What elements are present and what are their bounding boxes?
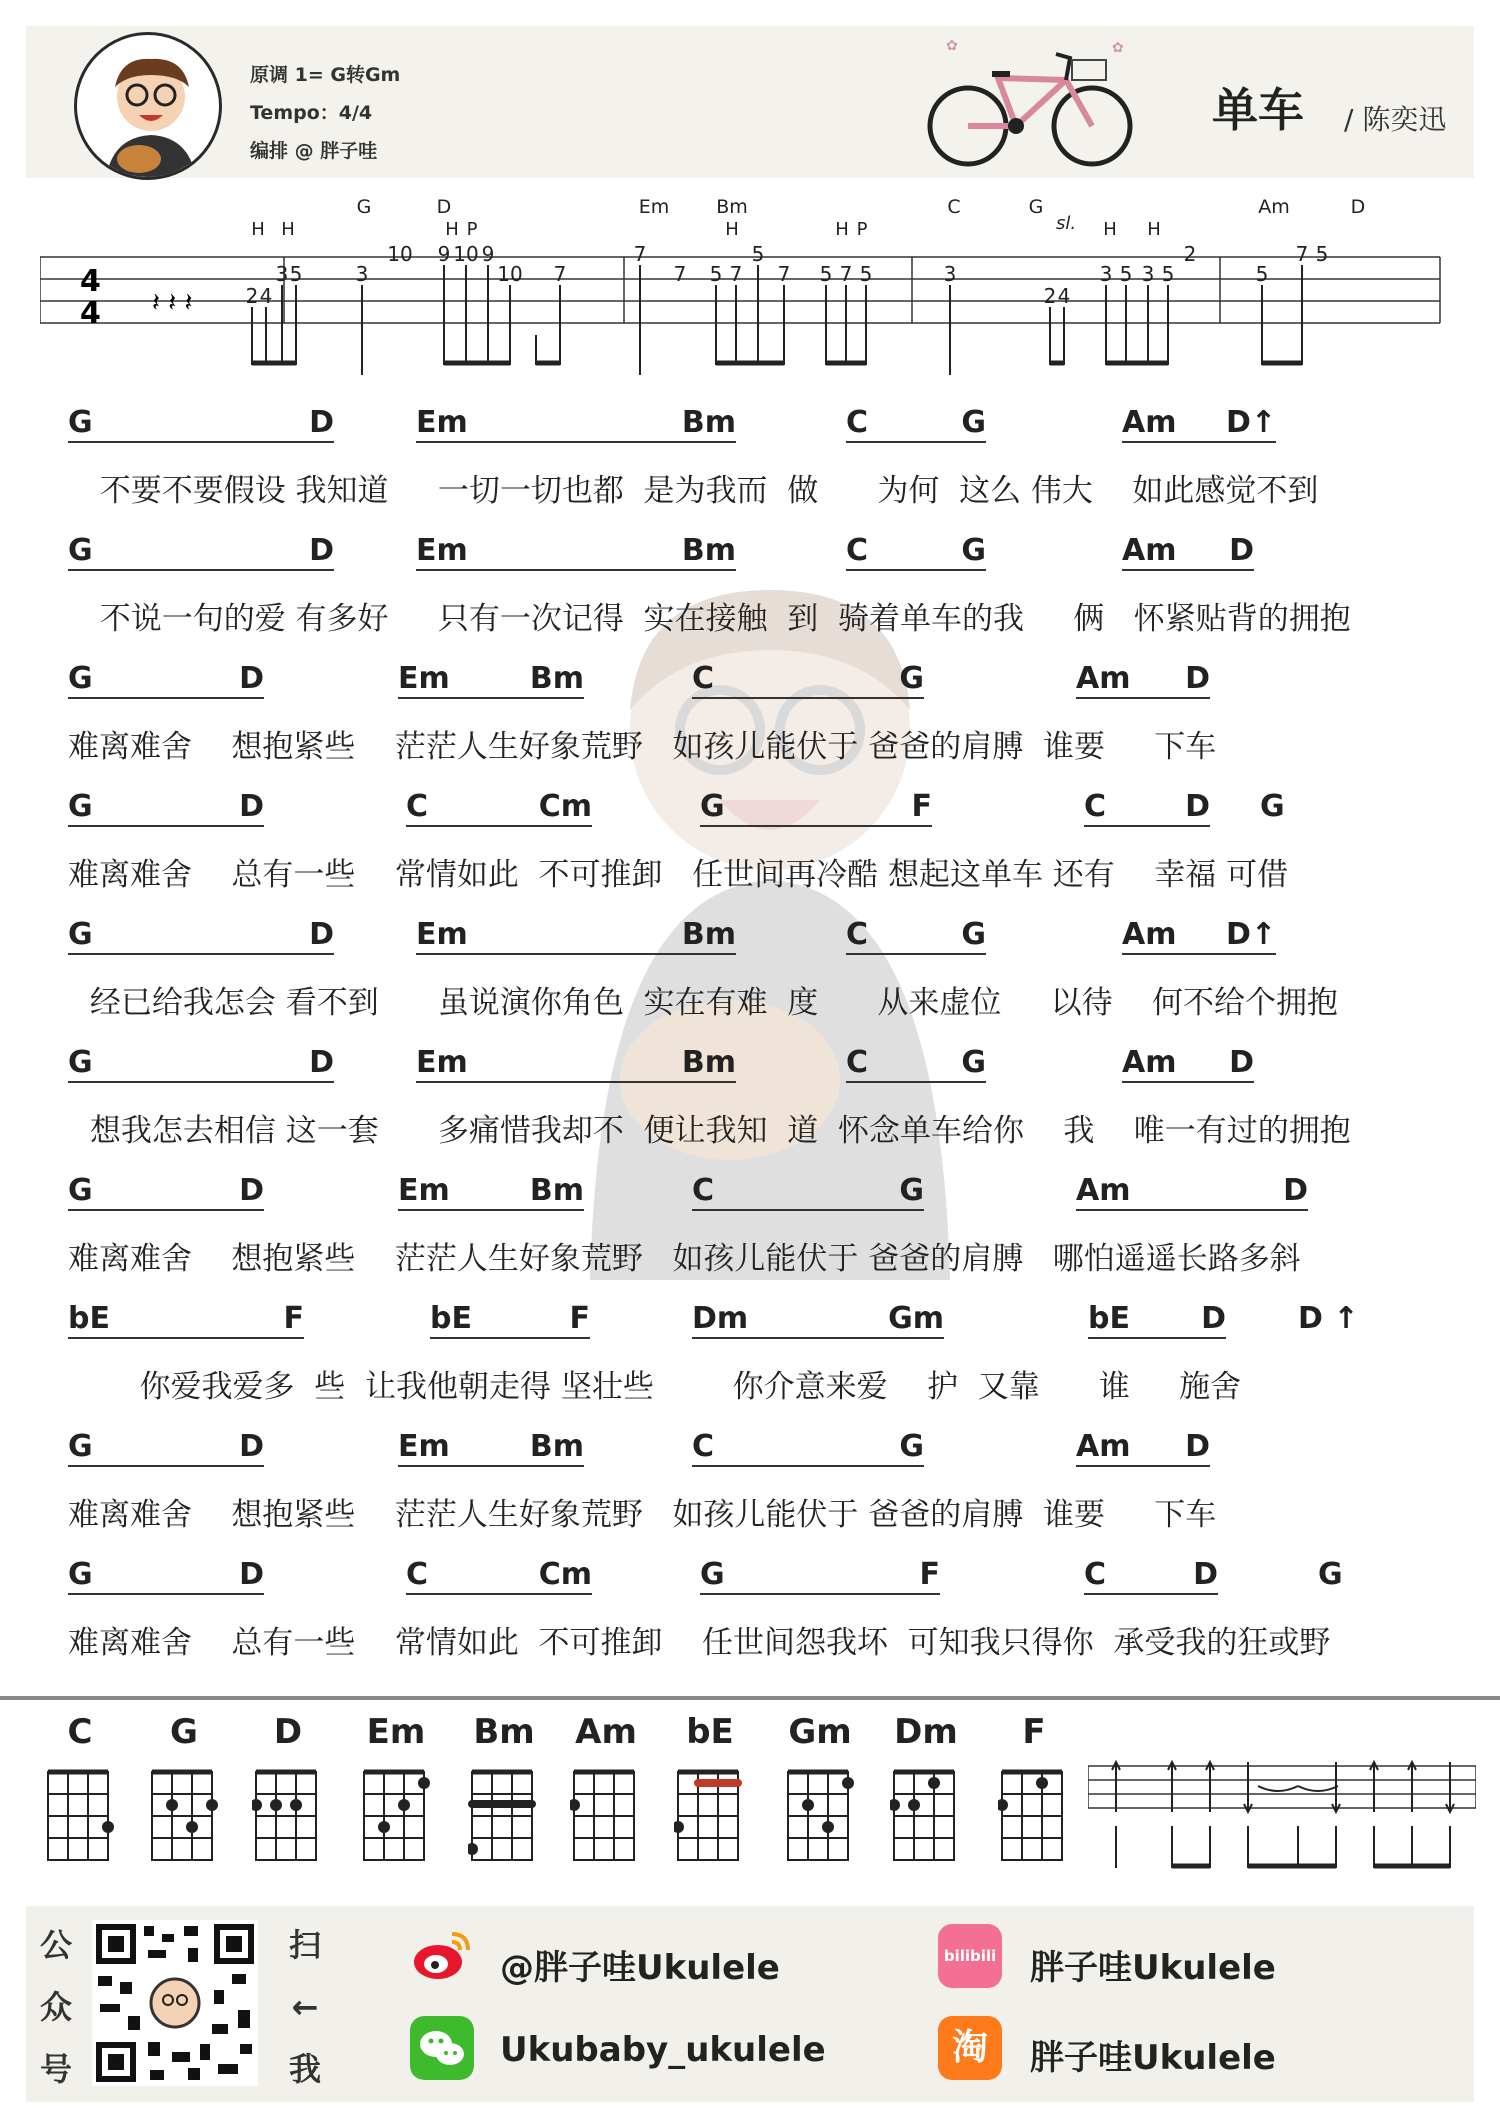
time-sig-top: 4 — [80, 264, 101, 299]
chord-span: G D — [68, 1043, 334, 1083]
footer-contacts — [26, 1906, 1474, 2102]
fret: 2 — [1043, 284, 1057, 308]
lyric-section — [0, 531, 1500, 659]
fret: 4 — [1057, 284, 1071, 308]
lyric-line: 想我怎去相信 这一套 多痛惜我却不 便让我知 道 怀念单车给你 我 唯一有过的拥抱 — [80, 1113, 1351, 1149]
svg-text:✿: ✿ — [946, 38, 958, 54]
chord-span: G D — [68, 787, 264, 827]
lyric-section — [0, 1299, 1500, 1427]
chord-span: C G — [846, 403, 986, 443]
bilibili-icon[interactable]: bilibili — [938, 1924, 1002, 1988]
chord-row — [0, 1043, 1500, 1091]
chord-diagram-be: bE — [670, 1712, 750, 1882]
fret: 7 — [839, 262, 853, 286]
chord-span: C Cm — [406, 1555, 592, 1595]
tab-chord: G — [356, 196, 372, 218]
chord-span: G — [1260, 789, 1285, 824]
fret: 4 — [259, 284, 273, 308]
lyric-section — [0, 659, 1500, 787]
tempo: Tempo：4/4 — [250, 102, 373, 124]
lyric-section — [0, 1043, 1500, 1171]
bicycle-illustration — [916, 34, 1146, 174]
rest-marks: 𝄽 𝄽 𝄽 — [152, 288, 193, 318]
fret: 10 — [453, 242, 479, 266]
lyric-section — [0, 915, 1500, 1043]
chord-span: G D — [68, 531, 334, 571]
chord-span: G D — [68, 659, 264, 699]
chord-span: bE F — [68, 1299, 304, 1339]
chord-span: Em Bm — [398, 1171, 584, 1211]
tech-mark: H — [1147, 219, 1161, 240]
lyric-line: 难离难舍 想抱紧些 茫茫人生好象荒野 如孩儿能伏于 爸爸的肩膊 谁要 下车 — [68, 729, 1217, 765]
chord-span: Em Bm — [416, 531, 736, 571]
chord-span: G F — [700, 1555, 940, 1595]
fret: 5 — [1119, 262, 1133, 286]
fret: 5 — [859, 262, 873, 286]
chord-span: Am D — [1122, 1043, 1254, 1083]
chord-span: Em Bm — [416, 403, 736, 443]
intro-tablature — [40, 195, 1460, 395]
chord-diagram-d: D — [248, 1712, 328, 1882]
fret: 7 — [633, 242, 647, 266]
chord-span: Em Bm — [416, 1043, 736, 1083]
taobao-icon[interactable]: 淘 — [938, 2016, 1002, 2080]
fret: 10 — [387, 242, 413, 266]
section-divider — [0, 1696, 1500, 1700]
chord-span: Am D — [1076, 1171, 1308, 1211]
fret: 7 — [553, 262, 567, 286]
chord-row — [0, 1427, 1500, 1475]
scan-me-label: 扫 ← 我 — [288, 1926, 321, 2088]
tech-mark: H — [835, 219, 849, 240]
tech-mark: P — [466, 219, 478, 240]
fret: 3 — [275, 262, 289, 286]
time-sig-bottom: 4 — [80, 296, 101, 331]
public-account-label: 公 众 号 — [40, 1926, 73, 2088]
lyric-line: 不要不要假设 我知道 一切一切也都 是为我而 做 为何 这么 伟大 如此感觉不到 — [80, 473, 1319, 509]
lyric-line: 经已给我怎会 看不到 虽说演你角色 实在有难 度 从来虚位 以待 何不给个拥抱 — [80, 985, 1339, 1021]
chord-row — [0, 915, 1500, 963]
tab-chord: D — [436, 196, 452, 218]
song-header — [26, 26, 1474, 178]
chord-row — [0, 531, 1500, 579]
fret: 5 — [751, 242, 765, 266]
chord-span: Am D — [1076, 659, 1210, 699]
chord-row — [0, 403, 1500, 451]
tech-mark: sl. — [1055, 213, 1077, 234]
lyrics-sheet — [0, 403, 1500, 1683]
tech-mark: H — [281, 219, 295, 240]
fret: 5 — [819, 262, 833, 286]
chord-row — [0, 1299, 1500, 1347]
chord-span: C G — [692, 659, 924, 699]
lyric-line: 难离难舍 总有一些 常情如此 不可推卸 任世间怨我坏 可知我只得你 承受我的狂或野 — [68, 1625, 1331, 1661]
tech-mark: H — [1103, 219, 1117, 240]
lyric-section — [0, 787, 1500, 915]
weibo-handle: @胖子哇Ukulele — [500, 1948, 780, 1988]
fret: 5 — [709, 262, 723, 286]
chord-span: G F — [700, 787, 932, 827]
fret: 2 — [1183, 242, 1197, 266]
lyric-line: 难离难舍 总有一些 常情如此 不可推卸 任世间再冷酷 想起这单车 还有 幸福 可借 — [68, 857, 1289, 893]
chord-span: Am D — [1076, 1427, 1210, 1467]
chord-span: bE D — [1088, 1299, 1226, 1339]
tab-chord: G — [1028, 196, 1044, 218]
fret: 7 — [673, 262, 687, 286]
chord-span: D ↑ — [1298, 1301, 1359, 1336]
chord-span: C G — [846, 915, 986, 955]
fret: 7 — [777, 262, 791, 286]
tab-chord: Am — [1258, 196, 1290, 218]
fret: 5 — [1315, 242, 1329, 266]
arranger-avatar — [74, 32, 222, 180]
fret: 7 — [1295, 242, 1309, 266]
lyric-section — [0, 1555, 1500, 1683]
chord-span: Em Bm — [398, 1427, 584, 1467]
fret: 10 — [497, 262, 523, 286]
chord-row — [0, 659, 1500, 707]
tech-mark: P — [856, 219, 868, 240]
chord-span: C D — [1084, 787, 1210, 827]
fret: 3 — [943, 262, 957, 286]
fret: 7 — [729, 262, 743, 286]
chord-diagram-dm: Dm — [886, 1712, 966, 1882]
chord-diagram-em: Em — [356, 1712, 436, 1882]
fret: 2 — [245, 284, 259, 308]
chord-span: bE F — [430, 1299, 590, 1339]
wechat-id: Ukubaby_ukulele — [500, 2030, 826, 2070]
qr-code[interactable] — [92, 1920, 258, 2086]
chord-diagram-gm: Gm — [780, 1712, 860, 1882]
chord-span: Am D↑ — [1122, 403, 1276, 443]
fret: 9 — [481, 242, 495, 266]
chord-span: G D — [68, 1555, 264, 1595]
chord-span: Dm Gm — [692, 1299, 944, 1339]
chord-span: C G — [692, 1427, 924, 1467]
fret: 9 — [437, 242, 451, 266]
chord-span: G D — [68, 403, 334, 443]
tech-mark: H — [445, 219, 459, 240]
chord-span: G — [1318, 1557, 1343, 1592]
tab-chord: Bm — [716, 196, 748, 218]
chord-span: G D — [68, 915, 334, 955]
lyric-section — [0, 1427, 1500, 1555]
weibo-icon[interactable] — [410, 1924, 474, 1988]
chord-span: C G — [846, 531, 986, 571]
fret: 5 — [1161, 262, 1175, 286]
lyric-line: 难离难舍 想抱紧些 茫茫人生好象荒野 如孩儿能伏于 爸爸的肩膊 哪怕遥遥长路多斜 — [68, 1241, 1301, 1277]
tech-mark: H — [251, 219, 265, 240]
chord-span: G D — [68, 1427, 264, 1467]
song-artist: / 陈奕迅 — [1344, 103, 1447, 136]
bilibili-account: 胖子哇Ukulele — [1030, 1948, 1276, 1988]
lyric-section — [0, 1171, 1500, 1299]
chord-row — [0, 787, 1500, 835]
chord-row — [0, 1555, 1500, 1603]
song-title: 单车 — [1212, 83, 1304, 137]
chord-diagram-g: G — [144, 1712, 224, 1882]
chord-diagram-f: F — [994, 1712, 1074, 1882]
chord-span: C Cm — [406, 787, 592, 827]
chord-span: C G — [846, 1043, 986, 1083]
tab-chord: D — [1350, 196, 1366, 218]
fret: 5 — [1255, 262, 1269, 286]
tab-chord: C — [947, 196, 961, 218]
fret: 3 — [1099, 262, 1113, 286]
original-key: 原调 1= G转Gm — [250, 64, 401, 86]
lyric-line: 难离难舍 想抱紧些 茫茫人生好象荒野 如孩儿能伏于 爸爸的肩膊 谁要 下车 — [68, 1497, 1217, 1533]
chord-span: C D — [1084, 1555, 1218, 1595]
chord-span: Am D — [1122, 531, 1254, 571]
chord-span: Em Bm — [398, 659, 584, 699]
lyric-section — [0, 403, 1500, 531]
lyric-line: 你爱我爱多 些 让我他朝走得 坚壮些 你介意来爱 护 又靠 谁 施舍 — [110, 1369, 1242, 1405]
fret: 5 — [289, 262, 303, 286]
lyric-line: 不说一句的爱 有多好 只有一次记得 实在接触 到 骑着单车的我 俩 怀紧贴背的拥抱 — [80, 601, 1351, 637]
fret: 3 — [1141, 262, 1155, 286]
svg-text:✿: ✿ — [1112, 40, 1124, 56]
chord-span: C G — [692, 1171, 924, 1211]
strum-pattern — [1088, 1756, 1476, 1876]
chord-diagram-bm: Bm — [464, 1712, 544, 1882]
chord-row — [0, 1171, 1500, 1219]
tech-mark: H — [725, 219, 739, 240]
chord-diagram-c: C — [40, 1712, 120, 1882]
taobao-account: 胖子哇Ukulele — [1030, 2038, 1276, 2078]
chord-span: Em Bm — [416, 915, 736, 955]
chord-span: G D — [68, 1171, 264, 1211]
wechat-icon[interactable] — [410, 2016, 474, 2080]
song-meta — [250, 56, 400, 170]
arranger: 编排 @ 胖子哇 — [250, 140, 378, 162]
chord-span: Am D↑ — [1122, 915, 1276, 955]
tab-chord: Em — [638, 196, 670, 218]
fret: 3 — [355, 262, 369, 286]
chord-diagram-am: Am — [566, 1712, 646, 1882]
